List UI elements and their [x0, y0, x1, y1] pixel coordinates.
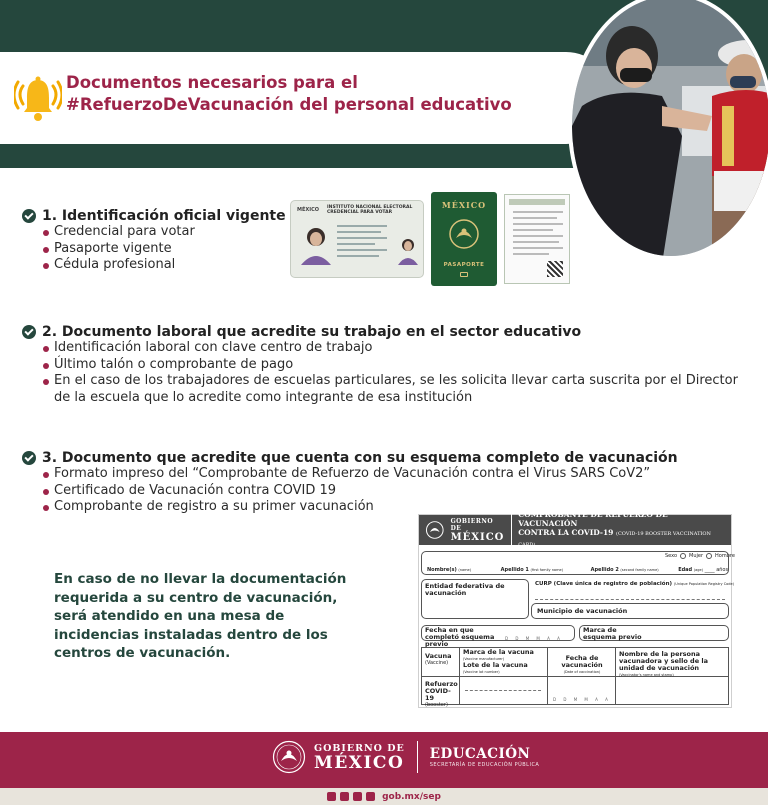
footer-logos [272, 740, 539, 774]
logo-divider [417, 741, 418, 773]
municipio-label: Municipio de vacunación [537, 607, 628, 615]
gob-line-1: GOBIERNO DE [314, 742, 405, 754]
edu-text: EDUCACIÓN [429, 746, 531, 762]
facebook-icon[interactable] [327, 792, 336, 801]
check-icon [22, 325, 36, 339]
edad-label: Edad [678, 567, 693, 573]
edu-sub: SECRETARÍA DE EDUCACIÓN PÚBLICA [429, 762, 540, 768]
passport-label: PASAPORTE [443, 262, 485, 268]
refuerzo-en: (booster) [425, 702, 448, 708]
credential-issuer [327, 205, 412, 215]
portrait-icon [299, 223, 333, 265]
footer-url[interactable]: gob.mx/sep [382, 791, 441, 802]
section-documento-laboral [22, 324, 752, 406]
name-labels: Nombre(s) (name) Apellido 1 (first family name) Apellido 2 (second family name) Edad (age) ____ años [427, 567, 729, 573]
fecha-vac-dma: D D M M A A [553, 697, 611, 702]
booster-card-gob-line-2: MÉXICO [450, 531, 505, 543]
apellido1-label: Apellido 1 [500, 567, 529, 573]
incidencias-note: En caso de no llevar la documentación requerida a su centro de vacunación, será atendido en una mesa de incidencias instaladas dentro de los centros de vacunación. [54, 571, 347, 661]
check-icon [22, 209, 36, 223]
booster-card-image [418, 510, 735, 708]
credential-issuer-line-1: INSTITUTO NACIONAL ELECTORAL [327, 205, 413, 210]
lote-en: (Vaccine lot number) [463, 670, 500, 674]
gob-line-2: MÉXICO [314, 752, 405, 773]
title-hashtag: #RefuerzoDeVacunación [66, 95, 294, 114]
voter-credential-image [290, 200, 424, 278]
booster-card-gob [451, 518, 506, 543]
section-1-list [42, 224, 282, 274]
fecha-esquema-dma: D D M M A A [505, 636, 563, 641]
fecha-vac-label [551, 655, 613, 676]
marca-vacuna-en: (Vaccine manufacturer) [463, 657, 505, 661]
sexo-label: Sexo [665, 553, 678, 559]
section-1-heading-text: 1. Identificación oficial vigente [42, 208, 286, 224]
fecha-esquema-label: Fecha en que completó esquema previo [425, 626, 495, 648]
twitter-icon[interactable] [340, 792, 349, 801]
booster-card-gob-line-1: GOBIERNO DE [450, 517, 494, 532]
qr-code-icon [547, 261, 563, 277]
hombre-label: Hombre [715, 553, 735, 559]
list-item: Comprobante de registro a su primer vacunación [42, 499, 752, 516]
title-line-2-rest: del personal educativo [293, 95, 512, 114]
section-2-heading-text: 2. Documento laboral que acredite su trabajo en el sector educativo [42, 324, 582, 340]
nombre-persona-text: Nombre de la persona vacunadora y sello de la unidad de vacunación [619, 650, 708, 672]
apellido1-en: (first family name) [530, 568, 564, 572]
section-2-heading [22, 324, 752, 340]
mujer-label: Mujer [689, 553, 704, 559]
lote-text: Lote de la vacuna [463, 661, 528, 669]
list-item: Identificación laboral con clave centro de trabajo [42, 340, 752, 357]
title-line-1: Documentos necesarios para el [66, 73, 358, 92]
credential-country: MÉXICO [297, 207, 320, 213]
vacuna-label [425, 653, 452, 667]
credential-issuer-line-2: CREDENCIAL PARA VOTAR [327, 210, 393, 215]
gob-mexico-logo [314, 743, 405, 772]
section-identificacion [22, 208, 286, 274]
list-item: Formato impreso del “Comprobante de Refuerzo de Vacunación contra el Virus SARS CoV2” [42, 466, 752, 483]
list-item: Último talón o comprobante de pago [42, 357, 752, 374]
eagle-seal-icon [272, 740, 306, 774]
section-2-list [42, 340, 752, 406]
list-item: Credencial para votar [42, 224, 282, 241]
fecha-vac-en: (Date of vaccination) [563, 670, 601, 674]
booster-card-title-line-2: CONTRA LA COVID-19 [518, 528, 614, 537]
refuerzo-label [425, 681, 457, 709]
vaccination-photo [568, 0, 768, 260]
vacuna-en: (Vaccine) [425, 660, 449, 666]
vacuna-text: Vacuna [425, 652, 452, 660]
nombre-label: Nombre(s) [427, 567, 457, 573]
curp-en: (Unique Population Registry Code) [673, 582, 735, 586]
bell-icon [14, 74, 62, 124]
marca-esquema-label: Marca de esquema previo [583, 626, 642, 641]
nombre-en: (name) [458, 568, 472, 572]
booster-card-title-sub: (COVID-19 BOOSTER VACCINATION CARD) [518, 531, 711, 548]
list-item: Cédula profesional [42, 257, 282, 274]
list-item: Certificado de Vacunación contra COVID 19 [42, 483, 752, 500]
refuerzo-text: Refuerzo COVID-19 [425, 680, 458, 702]
entidad-label: Entidad federativa de vacunación [425, 582, 505, 597]
list-item: Pasaporte vigente [42, 241, 282, 258]
section-1-heading [22, 208, 286, 224]
nombre-persona-label [619, 651, 725, 679]
footer-social [0, 788, 768, 805]
instagram-icon[interactable] [353, 792, 362, 801]
lote-label [463, 662, 528, 676]
section-3-heading [22, 450, 752, 466]
apellido2-label: Apellido 2 [590, 567, 619, 573]
curp-line [535, 599, 725, 600]
eagle-seal-icon [448, 218, 480, 250]
sep-logo [430, 746, 540, 768]
section-3-list [42, 466, 752, 516]
marca-vacuna-text: Marca de la vacuna [463, 648, 534, 656]
check-icon [22, 451, 36, 465]
section-3-heading-text: 3. Documento que acredite que cuenta con su esquema completo de vacunación [42, 450, 678, 466]
passport-image [431, 192, 497, 286]
curp-text: CURP (Clave única de registro de población) [535, 581, 673, 587]
curp-label [535, 581, 734, 587]
anos-label: años [716, 567, 729, 573]
title-line-2 [66, 94, 586, 116]
portrait-icon [397, 235, 419, 265]
section-esquema-vacunacion [22, 450, 752, 516]
edad-en: (age) [693, 568, 703, 572]
list-item: En el caso de los trabajadores de escuelas particulares, se les solicita llevar carta suscrita por el Director de la escuela que lo acredite como integrante de esa institución [42, 373, 752, 406]
id-documents-illustration [290, 192, 572, 288]
booster-card-header [419, 510, 731, 548]
page-title [66, 72, 586, 116]
professional-license-image [504, 194, 570, 284]
booster-card-title [511, 510, 725, 550]
booster-card-title-line-1: COMPROBANTE DE REFUERZO DE VACUNACIÓN [518, 510, 668, 528]
nombre-persona-en: (Vaccinator's name and stamp) [619, 673, 674, 677]
fecha-vac-text: Fecha de vacunación [561, 654, 603, 669]
youtube-icon[interactable] [366, 792, 375, 801]
eagle-seal-icon [425, 520, 445, 540]
apellido2-en: (second family name) [620, 568, 659, 572]
passport-country: MÉXICO [441, 200, 487, 210]
